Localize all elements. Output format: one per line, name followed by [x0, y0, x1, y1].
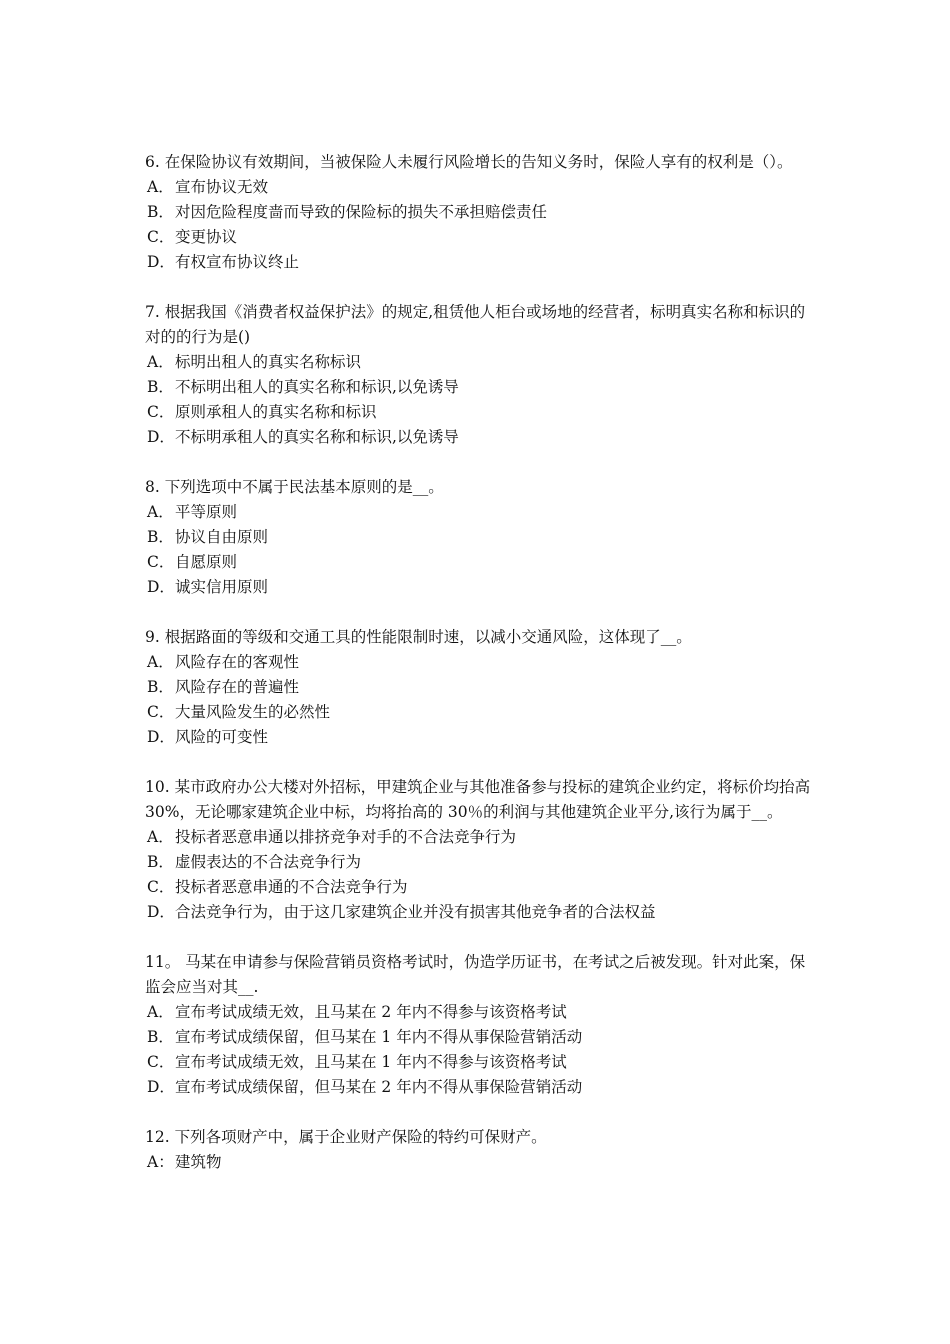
option-letter: B．	[147, 678, 174, 696]
option-text: 虚假表达的不合法竞争行为	[175, 853, 362, 871]
option-list	[145, 825, 811, 925]
option-d	[145, 425, 811, 450]
option-a	[145, 500, 811, 525]
option-text: 原则承租人的真实名称和标识	[175, 403, 377, 421]
option-c	[145, 400, 811, 425]
option-text: 宣布考试成绩保留，但马某在 2 年内不得从事保险营销活动	[175, 1078, 583, 1096]
option-text: 大量风险发生的必然性	[175, 703, 331, 721]
option-text: 宣布协议无效	[175, 178, 269, 196]
option-letter: A：	[147, 1153, 174, 1171]
option-list	[145, 1000, 811, 1100]
option-b	[145, 525, 811, 550]
option-letter: B．	[147, 378, 174, 396]
option-letter: C．	[147, 878, 175, 896]
question-8	[145, 475, 811, 600]
option-c	[145, 550, 811, 575]
option-b	[145, 200, 811, 225]
option-a	[145, 650, 811, 675]
question-stem: 8. 下列选项中不属于民法基本原则的是__。	[145, 478, 444, 496]
option-letter: B．	[147, 853, 174, 871]
option-letter: A．	[147, 1003, 174, 1021]
option-letter: D．	[147, 578, 175, 596]
option-text: 合法竞争行为，由于这几家建筑企业并没有损害其他竞争者的合法权益	[175, 903, 656, 921]
option-a	[145, 825, 811, 850]
option-letter: B．	[147, 203, 174, 221]
option-text: 投标者恶意串通以排挤竞争对手的不合法竞争行为	[175, 828, 517, 846]
option-text: 宣布考试成绩保留，但马某在 1 年内不得从事保险营销活动	[175, 1028, 583, 1046]
option-letter: C．	[147, 703, 175, 721]
option-list	[145, 500, 811, 600]
question-list	[145, 150, 811, 1200]
option-b	[145, 1025, 811, 1050]
option-d	[145, 250, 811, 275]
question-stem: 10. 某市政府办公大楼对外招标，甲建筑企业与其他准备参与投标的建筑企业约定，将标价均抬高 30%，无论哪家建筑企业中标，均将抬高的 30％的利润与其他建筑企业平分,该行为属于__。	[145, 778, 811, 821]
question-7	[145, 300, 811, 450]
option-letter: B．	[147, 528, 174, 546]
option-b	[145, 375, 811, 400]
option-text: 平等原则	[175, 503, 238, 521]
option-text: 宣布考试成绩无效，且马某在 1 年内不得参与该资格考试	[175, 1053, 567, 1071]
option-d	[145, 725, 811, 750]
question-10	[145, 775, 811, 925]
option-d	[145, 1075, 811, 1100]
option-letter: A．	[147, 353, 174, 371]
option-a	[145, 1150, 811, 1175]
option-a	[145, 350, 811, 375]
option-letter: A．	[147, 653, 174, 671]
option-text: 风险的可变性	[175, 728, 269, 746]
option-text: 诚实信用原则	[175, 578, 269, 596]
option-text: 不标明承租人的真实名称和标识,以免诱导	[175, 428, 459, 446]
option-list	[145, 175, 811, 275]
option-letter: C．	[147, 553, 175, 571]
option-d	[145, 575, 811, 600]
option-letter: A．	[147, 828, 174, 846]
option-d	[145, 900, 811, 925]
option-letter: D．	[147, 253, 175, 271]
option-letter: B．	[147, 1028, 174, 1046]
question-11	[145, 950, 811, 1100]
option-letter: A．	[147, 178, 174, 196]
option-c	[145, 700, 811, 725]
option-c	[145, 875, 811, 900]
option-a	[145, 175, 811, 200]
option-text: 对因危险程度啬而导致的保险标的损失不承担赔偿责任	[175, 203, 548, 221]
question-stem: 7. 根据我国《消费者权益保护法》的规定,租赁他人柜台或场地的经营者，标明真实名称和标识的对的的行为是()	[145, 303, 806, 346]
option-letter: C．	[147, 403, 175, 421]
option-text: 自愿原则	[175, 553, 238, 571]
option-letter: A．	[147, 503, 174, 521]
question-stem: 6. 在保险协议有效期间，当被保险人未履行风险增长的告知义务时，保险人享有的权利是（）。	[145, 153, 793, 171]
option-c	[145, 225, 811, 250]
option-b	[145, 675, 811, 700]
option-letter: C．	[147, 1053, 175, 1071]
option-text: 建筑物	[175, 1153, 222, 1171]
question-6	[145, 150, 811, 275]
option-text: 不标明出租人的真实名称和标识,以免诱导	[175, 378, 459, 396]
option-text: 风险存在的客观性	[175, 653, 300, 671]
option-b	[145, 850, 811, 875]
option-text: 标明出租人的真实名称标识	[175, 353, 362, 371]
option-text: 宣布考试成绩无效，且马某在 2 年内不得参与该资格考试	[175, 1003, 567, 1021]
option-list	[145, 650, 811, 750]
option-letter: D．	[147, 428, 175, 446]
question-12	[145, 1125, 811, 1175]
option-text: 风险存在的普遍性	[175, 678, 300, 696]
option-text: 有权宣布协议终止	[175, 253, 300, 271]
question-stem: 12. 下列各项财产中，属于企业财产保险的特约可保财产。	[145, 1128, 547, 1146]
option-c	[145, 1050, 811, 1075]
question-9	[145, 625, 811, 750]
option-text: 变更协议	[175, 228, 238, 246]
question-stem: 11。 马某在申请参与保险营销员资格考试时，伪造学历证书，在考试之后被发现。针对此案，保监会应当对其__.	[145, 953, 806, 996]
option-a	[145, 1000, 811, 1025]
option-text: 协议自由原则	[175, 528, 269, 546]
option-letter: D．	[147, 728, 175, 746]
option-letter: C．	[147, 228, 175, 246]
question-stem: 9. 根据路面的等级和交通工具的性能限制时速，以减小交通风险，这体现了__。	[145, 628, 692, 646]
option-letter: D．	[147, 903, 175, 921]
option-letter: D．	[147, 1078, 175, 1096]
option-text: 投标者恶意串通的不合法竞争行为	[175, 878, 408, 896]
option-list	[145, 1150, 811, 1175]
option-list	[145, 350, 811, 450]
